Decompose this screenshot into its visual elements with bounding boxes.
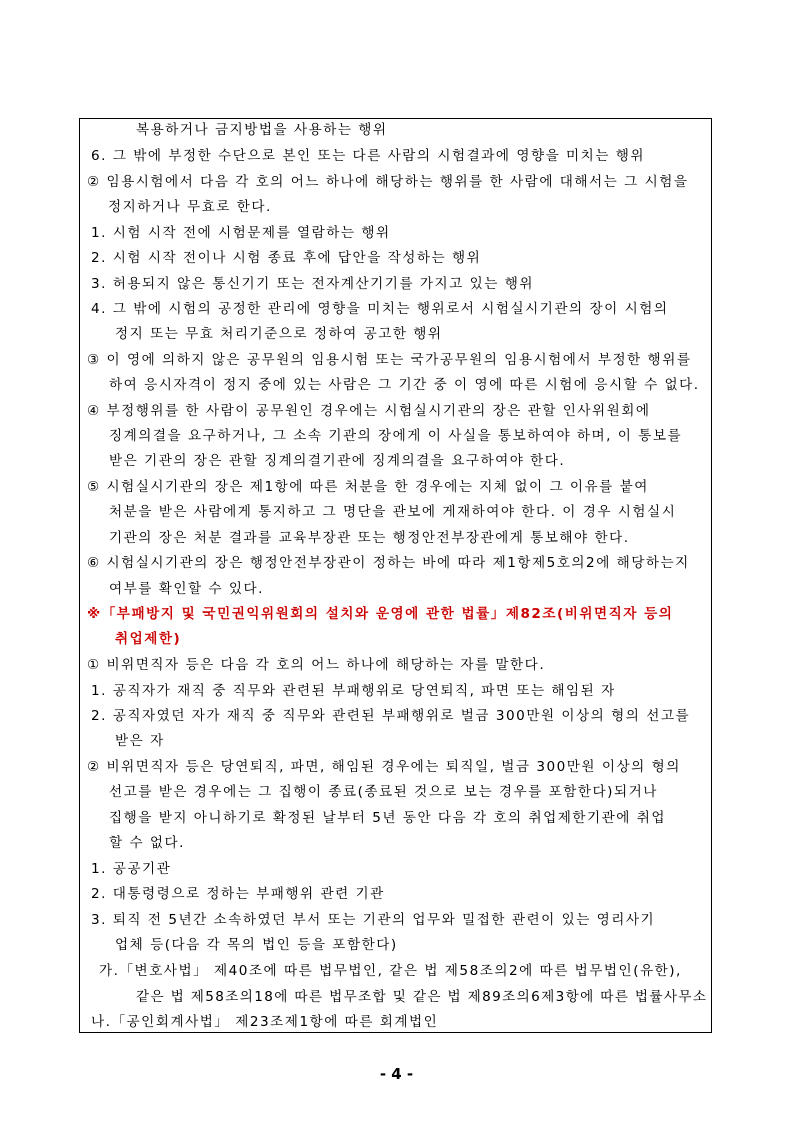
text-line: 1. 공직자가 재직 중 직무와 관련된 부패행위로 당연퇴직, 파면 또는 해임된 자 xyxy=(91,683,616,699)
text-line: 선고를 받은 경우에는 그 집행이 종료(종료된 것으로 보는 경우를 포함한다)되거나 xyxy=(109,784,658,800)
law-heading: ※「부패방지 및 국민권익위원회의 설치와 운영에 관한 법률」제82조(비위면직자 등의 xyxy=(87,606,674,622)
text-line: ② 임용시험에서 다음 각 호의 어느 하나에 해당하는 행위를 한 사람에 대해서는 그 시험을 xyxy=(87,174,689,190)
text-line: 1. 시험 시작 전에 시험문제를 열람하는 행위 xyxy=(91,225,391,241)
text-line: 받은 자 xyxy=(115,733,165,749)
text-line: 받은 기관의 장은 관할 징계의결기관에 징계의결을 요구하여야 한다. xyxy=(109,453,566,469)
text-line: 여부를 확인할 수 있다. xyxy=(109,581,264,597)
text-line: 나.「공인회계사법」 제23조제1항에 따른 회계법인 xyxy=(91,1014,439,1030)
text-line: 할 수 없다. xyxy=(109,835,185,851)
text-line: 정지하거나 무효로 한다. xyxy=(108,199,272,215)
text-line: 업체 등(다음 각 목의 법인 등을 포함한다) xyxy=(115,937,398,953)
text-line: 2. 대통령령으로 정하는 부패행위 관련 기관 xyxy=(91,886,385,902)
text-line: 징계의결을 요구하거나, 그 소속 기관의 장에게 이 사실을 통보하여야 하며, 이 통보를 xyxy=(109,428,683,444)
text-line: 1. 공공기관 xyxy=(91,861,172,877)
text-line: 기관의 장은 처분 결과를 교육부장관 또는 행정안전부장관에게 통보해야 한다. xyxy=(109,530,630,546)
text-line: ④ 부정행위를 한 사람이 공무원인 경우에는 시험실시기관의 장은 관할 인사위원회에 xyxy=(87,403,651,419)
text-line: ⑥ 시험실시기관의 장은 행정안전부장관이 정하는 바에 따라 제1항제5호의2에 해당하는지 xyxy=(87,555,690,571)
text-line: 같은 법 제58조의18에 따른 법무조합 및 같은 법 제89조의6제3항에 따른 법률사무소 xyxy=(136,989,708,1005)
text-line: ⑤ 시험실시기관의 장은 제1항에 따른 처분을 한 경우에는 지체 없이 그 이유를 붙여 xyxy=(87,479,649,495)
text-line: 집행을 받지 아니하기로 확정된 날부터 5년 동안 다음 각 호의 취업제한기관에 취업 xyxy=(109,810,667,826)
text-line: 하여 응시자격이 정지 중에 있는 사람은 그 기간 중 이 영에 따른 시험에 응시할 수 없다. xyxy=(109,377,700,393)
text-line: ② 비위면직자 등은 당연퇴직, 파면, 해임된 경우에는 퇴직일, 벌금 300만원 이상의 형의 xyxy=(87,759,681,775)
text-line: ③ 이 영에 의하지 않은 공무원의 임용시험 또는 국가공무원의 임용시험에서 부정한 행위를 xyxy=(87,352,692,368)
law-heading: 취업제한) xyxy=(115,631,182,647)
text-line: 4. 그 밖에 시험의 공정한 관리에 영향을 미치는 행위로서 시험실시기관의 장이 시험의 xyxy=(91,301,669,317)
text-line: ① 비위면직자 등은 다음 각 호의 어느 하나에 해당하는 자를 말한다. xyxy=(87,657,546,673)
text-line: 정지 또는 무효 처리기준으로 정하여 공고한 행위 xyxy=(115,326,443,342)
text-line: 6. 그 밖에 부정한 수단으로 본인 또는 다른 사람의 시험결과에 영향을 미치는 행위 xyxy=(91,148,646,164)
text-line: 2. 시험 시작 전이나 시험 종료 후에 답안을 작성하는 행위 xyxy=(91,250,482,266)
text-line: 복용하거나 금지방법을 사용하는 행위 xyxy=(136,122,388,138)
text-line: 2. 공직자였던 자가 재직 중 직무와 관련된 부패행위로 벌금 300만원 이상의 형의 선고를 xyxy=(91,708,691,724)
page-number: - 4 - xyxy=(379,1065,414,1083)
text-line: 3. 허용되지 않은 통신기기 또는 전자계산기기를 가지고 있는 행위 xyxy=(91,276,534,292)
text-line: 3. 퇴직 전 5년간 소속하였던 부서 또는 기관의 업무와 밀접한 관련이 있는 영리사기 xyxy=(91,912,656,928)
text-line: 처분을 받은 사람에게 통지하고 그 명단을 관보에 게재하여야 한다. 이 경우 시험실시 xyxy=(109,504,677,520)
text-line: 가.「변호사법」 제40조에 따른 법무법인, 같은 법 제58조의2에 따른 법무법인(유한), xyxy=(99,963,682,979)
